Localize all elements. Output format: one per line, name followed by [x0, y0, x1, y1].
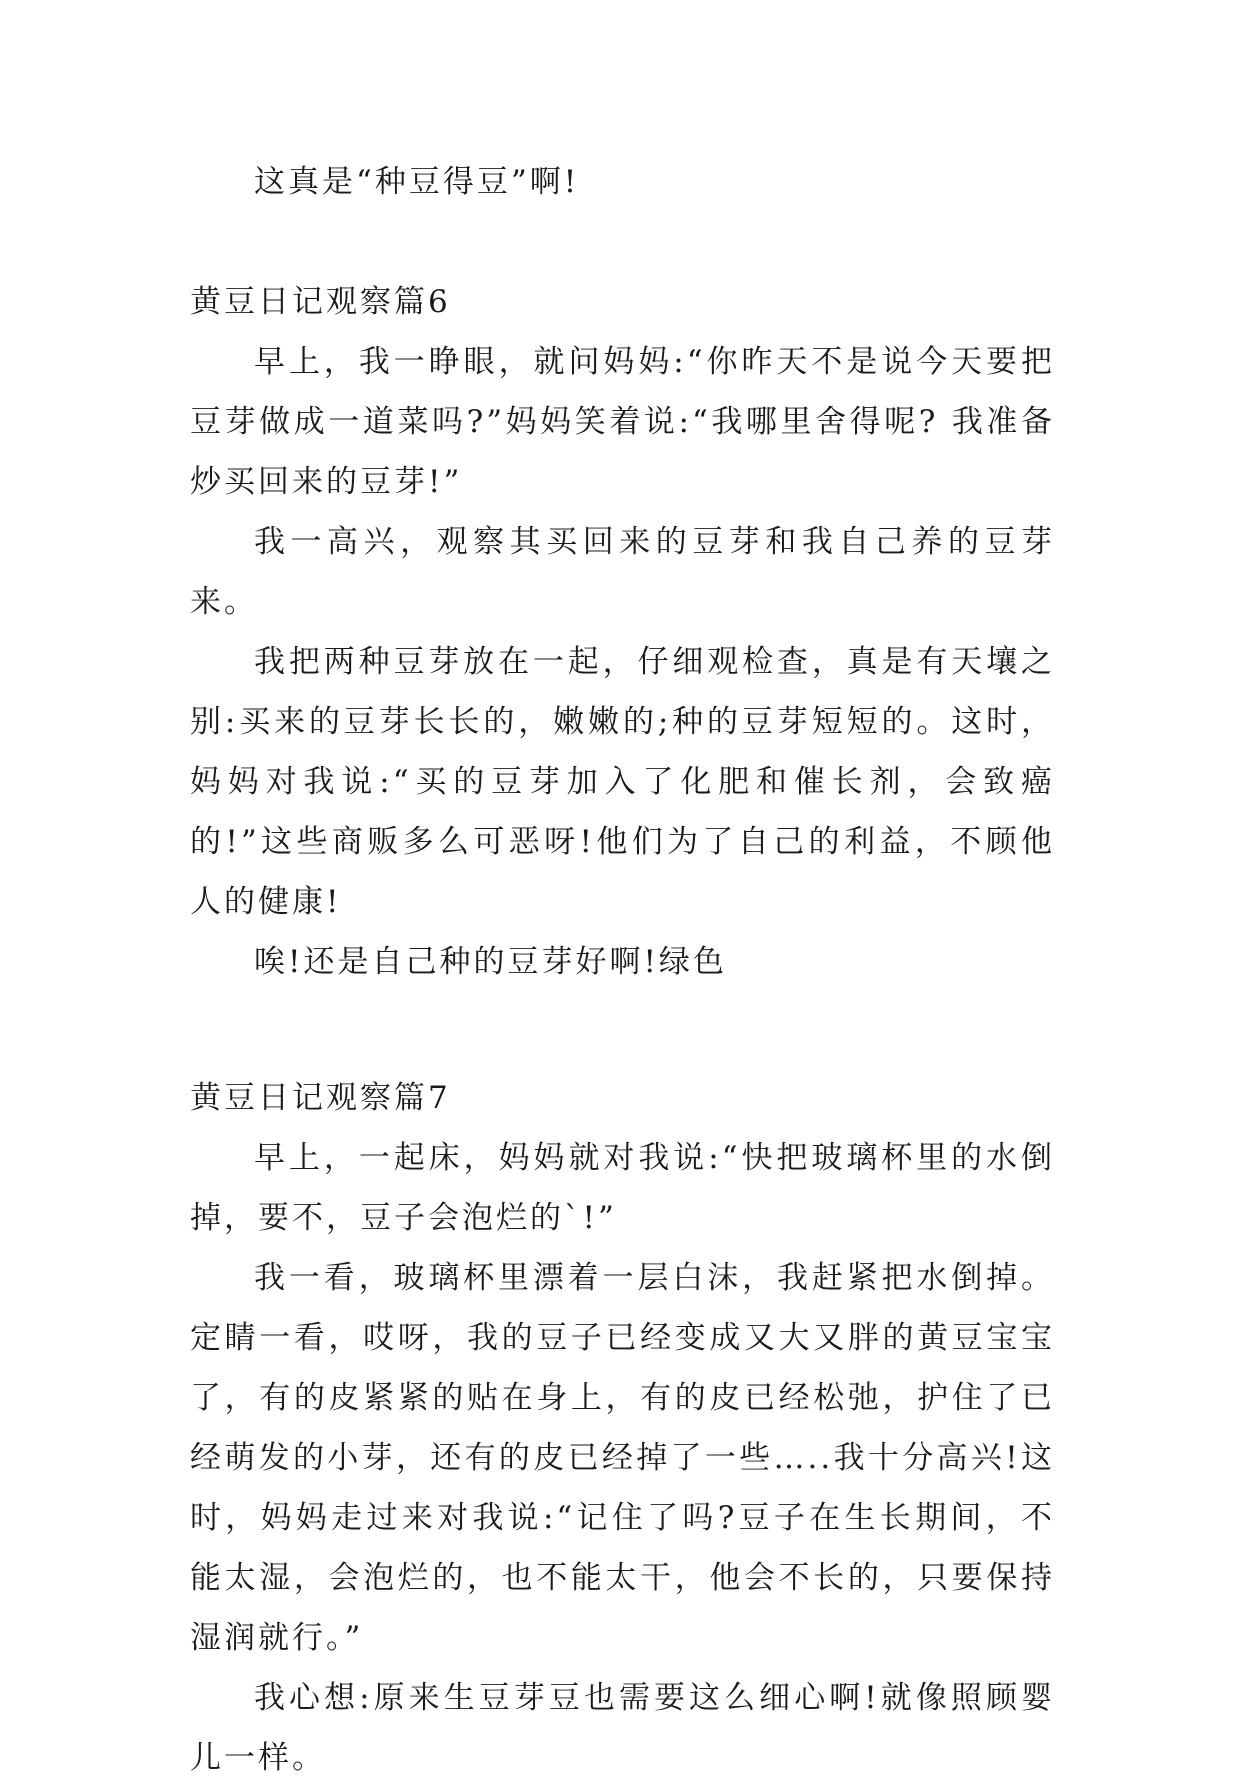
- intro-paragraph: 这真是“种豆得豆”啊!: [254, 164, 580, 200]
- document-body: [190, 152, 1055, 1788]
- section-7-paragraph-2: 我一看，玻璃杯里漂着一层白沫，我赶紧把水倒掉。定睛一看，哎呀，我的豆子已经变成又大又胖的黄豆宝宝了，有的皮紧紧的贴在身上，有的皮已经松弛，护住了已经萌发的小芽，还有的皮已经掉了一些…..我十分高兴!这时，妈妈走过来对我说:“记住了吗?豆子在生长期间，不能太湿，会泡烂的，也不能太干，他会不长的，只要保持湿润就行。”: [190, 1260, 1055, 1656]
- section-spacer: [190, 992, 1055, 1068]
- section-7-paragraph-1: 早上，一起床，妈妈就对我说:“快把玻璃杯里的水倒掉，要不，豆子会泡烂的`!”: [190, 1140, 1055, 1236]
- section-spacer: [190, 212, 1055, 272]
- section-title-6: 黄豆日记观察篇6: [190, 284, 451, 320]
- section-6-paragraph-3: 我把两种豆芽放在一起，仔细观检查，真是有天壤之别:买来的豆芽长长的，嫩嫩的;种的豆芽短短的。这时，妈妈对我说:“买的豆芽加入了化肥和催长剂，会致癌的!”这些商贩多么可恶呀!他们为了自己的利益，不顾他人的健康!: [190, 644, 1055, 920]
- section-title-7: 黄豆日记观察篇7: [190, 1080, 451, 1116]
- section-6-paragraph-2: 我一高兴，观察其买回来的豆芽和我自己养的豆芽来。: [190, 524, 1055, 620]
- section-6-paragraph-4: 唉!还是自己种的豆芽好啊!绿色: [254, 944, 727, 980]
- section-6-paragraph-1: 早上，我一睁眼，就问妈妈:“你昨天不是说今天要把豆芽做成一道菜吗?”妈妈笑着说:“我哪里舍得呢? 我准备炒买回来的豆芽!”: [190, 344, 1055, 500]
- section-7-paragraph-3: 我心想:原来生豆芽豆也需要这么细心啊!就像照顾婴儿一样。: [190, 1680, 1055, 1776]
